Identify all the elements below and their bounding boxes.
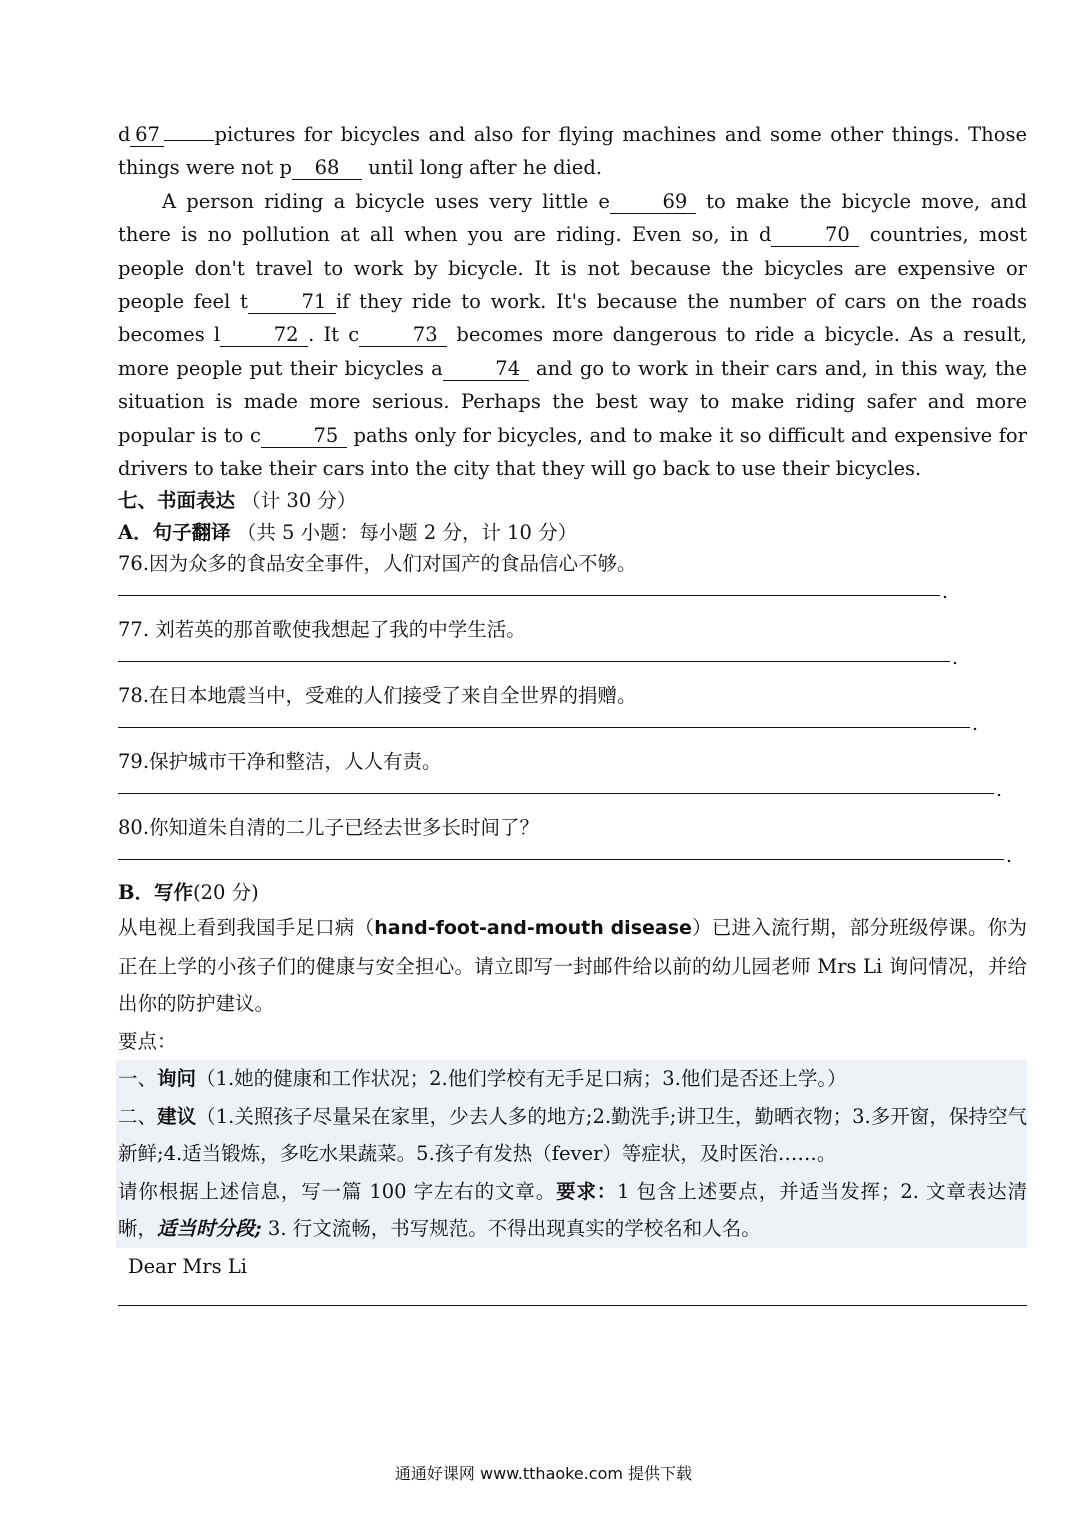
question-79: 79.保护城市干净和整洁，人人有责。 [118,750,442,774]
blank-68[interactable]: 68 [292,157,362,180]
part-a-heading [118,517,1027,549]
cloze-paragraph-1 [118,118,1027,185]
blank-74[interactable]: 74 [443,358,529,381]
req-text: 1 包含上述要点，并适当发挥；2. 文章表达清晰， [118,1179,1027,1241]
point-text: （1.关照孩子尽量呆在家里，少去人多的地方;2.勤洗手;讲卫生，勤晒衣物；3.多开窗，保持空气新鲜;4.适当锻炼，多吃水果蔬菜。5.孩子有发热（fever）等症状，及时医治……。 [118,1104,1027,1166]
part-a-note: （共 5 小题：每小题 2 分，计 10 分） [236,521,578,545]
prompt-text: ）已进入流行期，部分班级停课。你为正在上学的小孩子们的健康与安全担心。请立即写一封邮件给以前的幼儿园老师 Mrs Li 询问情况，并给出你的防护建议。 [118,916,1027,1016]
req-text: 请你根据上述信息，写一篇 100 字左右的文章。 [118,1179,557,1203]
point-label: 建议 [157,1104,197,1128]
blank-75[interactable]: 75 [261,425,347,448]
part-a-title: A．句子翻译 [118,521,231,545]
blank-67-tail[interactable] [164,140,214,141]
disease-name-en: hand-foot-and-mouth disease [374,917,692,940]
part-b-score: (20 分) [192,881,259,905]
point-2 [118,1098,1027,1173]
prompt-text: 从电视上看到我国手足口病（ [118,916,375,940]
req-text: 3. 行文流畅，书写规范。不得出现真实的学校名和人名。 [261,1217,761,1241]
letter-greeting: Dear Mrs Li [128,1254,247,1278]
points-label: 要点： [118,1029,177,1053]
part-b-title: B．写作 [118,881,193,905]
point-num: 二、 [118,1104,158,1128]
cloze-text: if they ride to work. It's because the number of cars on the roads becomes l [118,290,1027,347]
cloze-text: becomes more dangerous to ride a bicycle. As a result, more people put their bicycles a [118,323,1027,380]
req-emphasis: 适当时分段; [157,1217,262,1241]
section-score: （计 30 分） [241,489,357,513]
cloze-text: pictures for bicycles and also for flying machines and some other things. Those things were not p [118,123,1027,180]
cloze-text: paths only for bicycles, and to make it so difficult and expensive for drivers to take their cars into the city that they will go back to use their bicycles. [118,423,1027,481]
question-78: 78.在日本地震当中，受难的人们接受了来自全世界的捐赠。 [118,684,637,708]
cloze-text: to make the bicycle move, and there is no pollution at all when you are riding. Even so, in d [118,189,1027,247]
cloze-text: and go to work in their cars and, in this way, the situation is made more serious. Perhaps the best way to make riding safer and more popular is to c [118,356,1028,447]
points-box [116,1060,1027,1248]
part-b-heading [118,877,1027,909]
writing-prompt [118,909,1027,1023]
blank-67[interactable]: 67 [130,124,164,147]
cloze-paragraph-2 [118,185,1027,486]
blank-69[interactable]: 69 [610,191,696,214]
req-label: 要求： [556,1179,618,1203]
blank-70[interactable]: 70 [771,224,859,247]
cloze-text: d [118,123,131,146]
question-77: 77. 刘若英的那首歌使我想起了我的中学生活。 [118,618,526,642]
answer-line-76[interactable]: . [118,579,1027,599]
cloze-text: until long after he died. [362,156,603,180]
answer-line-77[interactable]: . [118,645,1027,665]
question-76: 76.因为众多的食品安全事件，人们对国产的食品信心不够。 [118,552,637,576]
point-label: 询问 [157,1067,197,1091]
section-title: 七、书面表达 [118,489,236,513]
writing-answer-line[interactable] [118,1305,1027,1306]
cloze-text: A person riding a bicycle uses very little e [162,189,610,213]
footer-credit: 通通好课网 www.tthaoke.com 提供下载 [394,1464,693,1483]
point-text: （1.她的健康和工作状况；2.他们学校有无手足口病；3.他们是否还上学。） [196,1067,847,1091]
answer-line-79[interactable]: . [118,777,1027,797]
blank-71[interactable]: 71 [248,291,336,314]
translation-questions [118,549,1027,868]
answer-line-80[interactable]: . [118,843,1027,863]
cloze-text: . It c [308,323,360,347]
point-num: 一、 [118,1067,158,1091]
exam-page [118,118,1027,1306]
cloze-text: countries, most people don't travel to work by bicycle. It is not because the bicycles are expensive or people feel t [118,223,1027,314]
blank-73[interactable]: 73 [359,324,447,347]
requirements [118,1173,1027,1248]
question-80: 80.你知道朱自清的二儿子已经去世多长时间了？ [118,816,540,840]
answer-line-78[interactable]: . [118,711,1027,731]
section-heading [118,485,1027,517]
point-1 [118,1060,1027,1098]
blank-72[interactable]: 72 [220,324,308,347]
